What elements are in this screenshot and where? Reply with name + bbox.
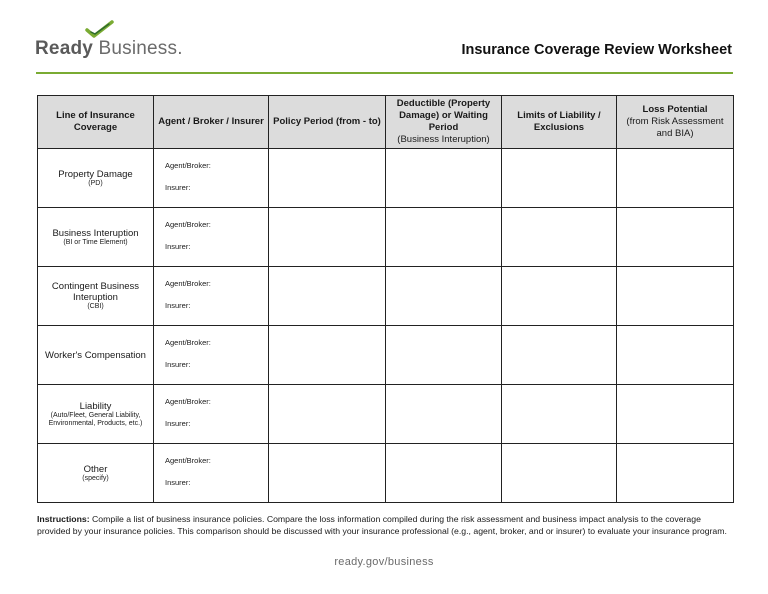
coverage-line-detail: (PD) <box>88 179 103 187</box>
column-header <box>269 96 386 149</box>
agent-broker-label: Agent/Broker: <box>165 456 211 465</box>
limits-cell[interactable] <box>502 208 617 267</box>
coverage-line-cell <box>38 444 154 503</box>
agent-broker-label: Agent/Broker: <box>165 279 211 288</box>
deductible-cell[interactable] <box>386 444 502 503</box>
table-row <box>38 149 734 208</box>
column-header-label: Limits of Liability / Exclusions <box>517 110 601 133</box>
policy-period-cell[interactable] <box>269 149 386 208</box>
agent-broker-insurer-cell[interactable] <box>154 149 269 208</box>
policy-period-cell[interactable] <box>269 385 386 444</box>
deductible-cell[interactable] <box>386 326 502 385</box>
column-header-sublabel: (Business Interuption) <box>397 134 490 145</box>
coverage-line-label: Liability <box>79 400 112 412</box>
column-header-label: Line of Insurance Coverage <box>56 110 135 133</box>
agent-broker-label: Agent/Broker: <box>165 161 211 170</box>
agent-broker-insurer-cell[interactable] <box>154 208 269 267</box>
table-row <box>38 444 734 503</box>
policy-period-cell[interactable] <box>269 326 386 385</box>
insurer-label: Insurer: <box>165 301 191 310</box>
footer-url: ready.gov/business <box>334 556 434 568</box>
coverage-line-label: Business Interuption <box>52 227 139 239</box>
coverage-line-label: Contingent Business Interuption <box>51 281 140 303</box>
coverage-line-detail: (Auto/Fleet, General Liability, Environmental, Products, etc.) <box>48 411 143 427</box>
column-header-label: Loss Potential <box>642 104 708 115</box>
table-row <box>38 385 734 444</box>
column-header <box>38 96 154 149</box>
agent-broker-insurer-cell[interactable] <box>154 385 269 444</box>
deductible-cell[interactable] <box>386 149 502 208</box>
coverage-line-label: Property Damage <box>58 168 133 180</box>
loss-potential-cell[interactable] <box>617 208 734 267</box>
coverage-table <box>37 95 734 503</box>
coverage-line-detail: (CBI) <box>87 303 104 310</box>
limits-cell[interactable] <box>502 385 617 444</box>
table-row <box>38 326 734 385</box>
logo-text: Ready Business. <box>35 38 183 59</box>
green-divider <box>36 72 733 74</box>
checkmark-icon <box>85 20 115 40</box>
column-header <box>617 96 734 149</box>
limits-cell[interactable] <box>502 149 617 208</box>
insurer-label: Insurer: <box>165 242 191 251</box>
coverage-line-cell <box>38 385 154 444</box>
coverage-line-cell <box>38 267 154 326</box>
loss-potential-cell[interactable] <box>617 149 734 208</box>
loss-potential-cell[interactable] <box>617 444 734 503</box>
instructions: Instructions: Compile a list of business insurance policies. Compare the loss information compiled during the risk assessment and business impact analysis to the coverage provided by your insurance policies. This comparison should be discussed with your insurance professional (e.g., agent, broker, and or insurer) to evaluate your insurance program. <box>37 514 727 536</box>
loss-potential-cell[interactable] <box>617 326 734 385</box>
loss-potential-cell[interactable] <box>617 385 734 444</box>
column-header-sublabel: (from Risk Assessment and BIA) <box>626 116 724 139</box>
table-row <box>38 208 734 267</box>
column-header <box>502 96 617 149</box>
deductible-cell[interactable] <box>386 267 502 326</box>
header-row <box>38 96 734 149</box>
coverage-line-cell <box>38 208 154 267</box>
insurer-label: Insurer: <box>165 360 191 369</box>
coverage-line-cell <box>38 326 154 385</box>
coverage-line-cell <box>38 149 154 208</box>
limits-cell[interactable] <box>502 267 617 326</box>
deductible-cell[interactable] <box>386 385 502 444</box>
column-header-label: Deductible (Property Damage) or Waiting Period <box>396 98 491 133</box>
column-header-label: Agent / Broker / Insurer <box>158 116 264 127</box>
agent-broker-label: Agent/Broker: <box>165 220 211 229</box>
agent-broker-insurer-cell[interactable] <box>154 267 269 326</box>
loss-potential-cell[interactable] <box>617 267 734 326</box>
coverage-line-detail: (specify) <box>82 474 109 482</box>
insurer-label: Insurer: <box>165 183 191 192</box>
limits-cell[interactable] <box>502 444 617 503</box>
worksheet-title: Insurance Coverage Review Worksheet <box>461 42 732 58</box>
column-header <box>154 96 269 149</box>
coverage-line-detail: (BI or Time Element) <box>63 238 128 246</box>
deductible-cell[interactable] <box>386 208 502 267</box>
limits-cell[interactable] <box>502 326 617 385</box>
coverage-line-label: Worker's Compensation <box>45 349 146 361</box>
policy-period-cell[interactable] <box>269 208 386 267</box>
insurer-label: Insurer: <box>165 419 191 428</box>
column-header-label: Policy Period (from - to) <box>273 116 381 127</box>
agent-broker-insurer-cell[interactable] <box>154 444 269 503</box>
policy-period-cell[interactable] <box>269 267 386 326</box>
table-row <box>38 267 734 326</box>
agent-broker-label: Agent/Broker: <box>165 397 211 406</box>
agent-broker-insurer-cell[interactable] <box>154 326 269 385</box>
agent-broker-label: Agent/Broker: <box>165 338 211 347</box>
insurer-label: Insurer: <box>165 478 191 487</box>
policy-period-cell[interactable] <box>269 444 386 503</box>
ready-business-logo <box>35 20 183 65</box>
coverage-line-label: Other <box>83 463 108 475</box>
column-header <box>386 96 502 149</box>
